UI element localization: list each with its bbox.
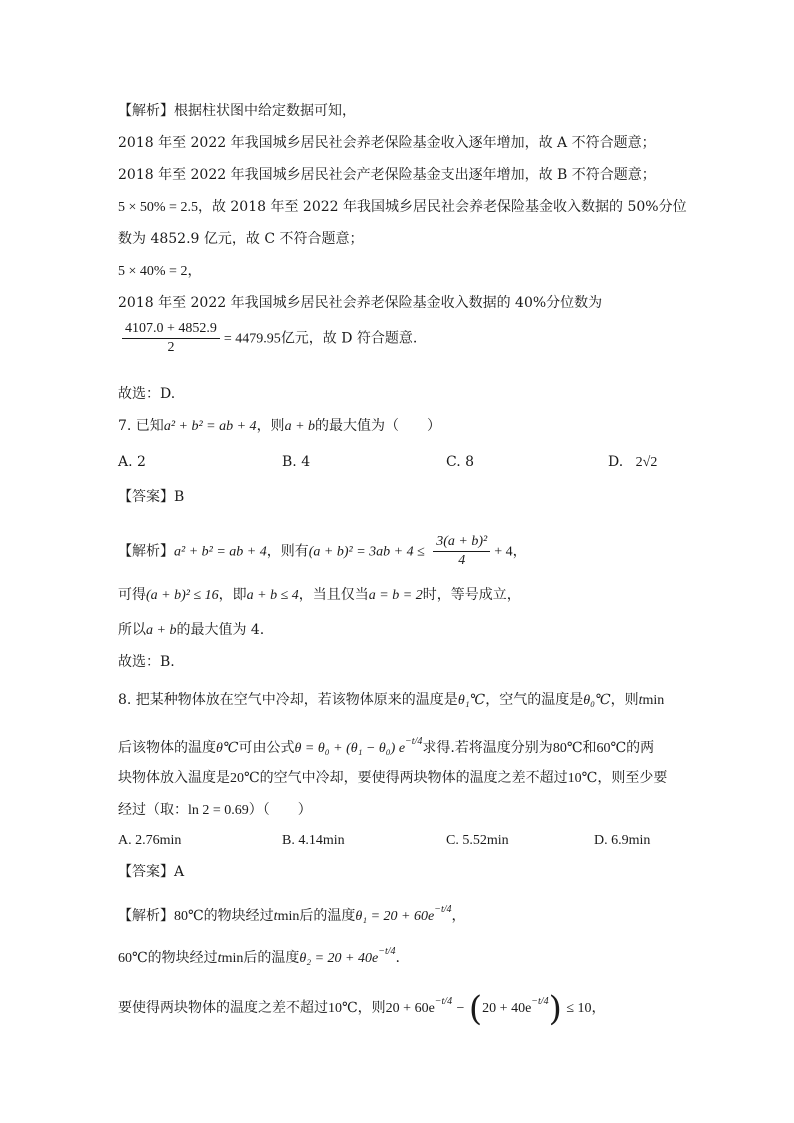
choice-a: A. 2.76min bbox=[118, 833, 182, 848]
math-expression: = 4479.95 bbox=[223, 331, 281, 347]
fraction bbox=[433, 533, 490, 570]
math-expression: 20 + 40e bbox=[482, 1001, 532, 1016]
question-stem bbox=[118, 768, 667, 789]
analysis-line: 2018 年至 2022 年我国城乡居民社会养老保险基金收入数据的 40%分位数为 bbox=[118, 295, 603, 311]
exponent: −t/4 bbox=[378, 946, 396, 957]
math-expression: t bbox=[217, 951, 222, 966]
analysis-line: 2018 年至 2022 年我国城乡居民社会产老保险基金支出逐年增加，故 B 不符合题意； bbox=[118, 167, 656, 183]
analysis-line bbox=[118, 197, 687, 218]
math-expression: θ₀℃ bbox=[583, 693, 611, 708]
question-text: ，空气的温度是 bbox=[485, 692, 584, 708]
analysis-line bbox=[118, 942, 400, 969]
math-expression: 60℃ bbox=[596, 741, 627, 756]
math-expression: 10℃ bbox=[567, 771, 598, 786]
fraction-numerator: 4107.0 + 4852.9 bbox=[122, 320, 220, 339]
analysis-text: ， bbox=[451, 908, 466, 924]
analysis-text: 后的温度 bbox=[243, 950, 300, 966]
question-text: 经过（取： bbox=[118, 802, 188, 818]
left-paren: ( bbox=[468, 989, 483, 1029]
choice-a: A. 2 bbox=[118, 454, 146, 470]
question-text: ，则 bbox=[256, 418, 285, 434]
math-expression: 80℃ bbox=[174, 909, 204, 924]
question-stem bbox=[118, 732, 654, 759]
unit-text: min bbox=[277, 909, 300, 924]
analysis-line bbox=[118, 533, 527, 570]
question-text: ，则 bbox=[610, 692, 639, 708]
analysis-heading: 【解析】 bbox=[118, 908, 174, 924]
analysis-text: ，当且仅当 bbox=[298, 587, 369, 603]
math-expression: θ = θ₀ + (θ₁ − θ₀) e bbox=[294, 741, 406, 756]
math-expression: a + b ≤ 4 bbox=[246, 588, 299, 603]
analysis-text: 可得 bbox=[118, 587, 146, 603]
question-stem bbox=[118, 416, 441, 437]
analysis-line bbox=[118, 585, 521, 606]
exponent: −t/4 bbox=[405, 736, 423, 747]
analysis-heading: 【解析】 bbox=[118, 543, 174, 560]
choice-b: B. 4 bbox=[282, 454, 311, 470]
unit-text: min bbox=[642, 693, 665, 708]
question-text: 后该物体的温度 bbox=[118, 740, 216, 756]
question-number-text: 7. 已知 bbox=[118, 418, 164, 434]
fraction bbox=[122, 320, 220, 357]
analysis-text: 后的温度 bbox=[299, 908, 356, 924]
math-expression: ≤ 10 bbox=[566, 1001, 592, 1016]
answer-line: 【答案】B bbox=[118, 489, 185, 505]
math-expression: 2√2 bbox=[635, 455, 658, 470]
question-text: 的空气中冷却，要使得两块物体的温度之差不超过 bbox=[259, 770, 568, 786]
analysis-line bbox=[118, 261, 201, 282]
selection-line: 故选：D. bbox=[118, 386, 176, 402]
choice-c: C. 5.52min bbox=[446, 833, 509, 848]
question-text: ，则至少要 bbox=[597, 770, 668, 786]
math-expression: 5 × 50% = 2.5 bbox=[118, 200, 198, 215]
question-text: 块物体放入温度是 bbox=[118, 770, 230, 786]
question-text: 求得.若将温度分别为 bbox=[422, 740, 553, 756]
analysis-text: ， bbox=[591, 1000, 606, 1016]
fraction-numerator: 3(a + b)² bbox=[433, 533, 490, 552]
analysis-text: 的物块经过 bbox=[203, 908, 274, 924]
choice-d bbox=[608, 452, 657, 473]
choice-c: C. 8 bbox=[446, 454, 475, 470]
math-expression: + 4 bbox=[494, 544, 513, 560]
exponent: −t/4 bbox=[434, 904, 452, 915]
analysis-text: 所以 bbox=[118, 622, 146, 638]
math-expression: (a + b)² = 3ab + 4 ≤ bbox=[308, 544, 425, 560]
analysis-text: 的物块经过 bbox=[147, 950, 218, 966]
question-text: 的最大值为（ ） bbox=[315, 418, 442, 434]
question-text: 8. 把某种物体放在空气中冷却，若该物体原来的温度是 bbox=[118, 692, 458, 708]
math-expression: 20 + 60e bbox=[385, 1001, 435, 1016]
analysis-text: ，故 2018 年至 2022 年我国城乡居民社会养老保险基金收入数据的 50%分位 bbox=[197, 199, 687, 215]
question-text: 可由公式 bbox=[238, 740, 295, 756]
math-expression: t bbox=[638, 693, 643, 708]
question-text: 的两 bbox=[626, 740, 655, 756]
analysis-text: ， bbox=[187, 263, 202, 279]
analysis-text: ，即 bbox=[218, 587, 247, 603]
unit-text: min bbox=[221, 951, 244, 966]
math-expression: θ₁℃ bbox=[457, 693, 486, 708]
analysis-text: ， bbox=[512, 543, 527, 560]
math-expression: ln 2 = 0.69 bbox=[188, 803, 249, 818]
math-expression: θ℃ bbox=[216, 741, 239, 756]
analysis-line bbox=[118, 989, 606, 1029]
question-text: ）（ ） bbox=[248, 802, 312, 818]
analysis-text: 要使得两块物体的温度之差不超过 bbox=[118, 1000, 328, 1016]
choice-b: B. 4.14min bbox=[282, 833, 345, 848]
math-expression: a = b = 2 bbox=[368, 588, 423, 603]
analysis-text: ，则 bbox=[357, 1000, 386, 1016]
question-stem bbox=[118, 800, 312, 821]
fraction-denominator: 2 bbox=[167, 340, 175, 355]
analysis-text: . bbox=[395, 950, 400, 966]
math-expression: t bbox=[273, 909, 278, 924]
answer-line: 【答案】A bbox=[118, 864, 185, 880]
analysis-heading: 【解析】根据柱状图中给定数据可知， bbox=[118, 103, 356, 119]
math-expression: a + b bbox=[146, 623, 177, 638]
analysis-text: 的最大值为 4. bbox=[176, 622, 265, 638]
question-text: 和 bbox=[582, 740, 597, 756]
choice-label: D. bbox=[608, 454, 624, 470]
analysis-fraction-line bbox=[122, 320, 417, 357]
analysis-text: ，则有 bbox=[266, 543, 309, 560]
math-expression: a + b bbox=[284, 419, 316, 434]
analysis-line bbox=[118, 900, 466, 927]
math-expression: 5 × 40% = 2 bbox=[118, 264, 188, 279]
question-stem bbox=[118, 690, 664, 711]
math-expression: a² + b² = ab + 4 bbox=[163, 419, 257, 434]
math-expression: θ₁ = 20 + 60e bbox=[355, 909, 435, 924]
analysis-line bbox=[118, 620, 264, 641]
choice-d: D. 6.9min bbox=[594, 833, 651, 848]
exponent: −t/4 bbox=[434, 996, 453, 1007]
analysis-text: 亿元，故 D 符合题意. bbox=[280, 330, 418, 347]
math-expression: 20℃ bbox=[230, 771, 260, 786]
math-expression: (a + b)² ≤ 16 bbox=[146, 588, 219, 603]
fraction-denominator: 4 bbox=[458, 553, 466, 568]
math-expression: 60℃ bbox=[118, 951, 148, 966]
math-expression: a² + b² = ab + 4 bbox=[174, 544, 267, 560]
analysis-line: 2018 年至 2022 年我国城乡居民社会养老保险基金收入逐年增加，故 A 不符合题意； bbox=[118, 135, 656, 151]
analysis-line: 数为 4852.9 亿元，故 C 不符合题意； bbox=[118, 231, 364, 247]
math-expression: 80℃ bbox=[552, 741, 583, 756]
math-operator: − bbox=[456, 1001, 465, 1016]
exponent: −t/4 bbox=[531, 996, 549, 1007]
analysis-text: 时，等号成立， bbox=[422, 587, 521, 603]
math-expression: 10℃ bbox=[328, 1001, 358, 1016]
math-expression: θ₂ = 20 + 40e bbox=[299, 951, 379, 966]
selection-line: 故选：B. bbox=[118, 654, 175, 670]
right-paren: ) bbox=[548, 989, 562, 1029]
